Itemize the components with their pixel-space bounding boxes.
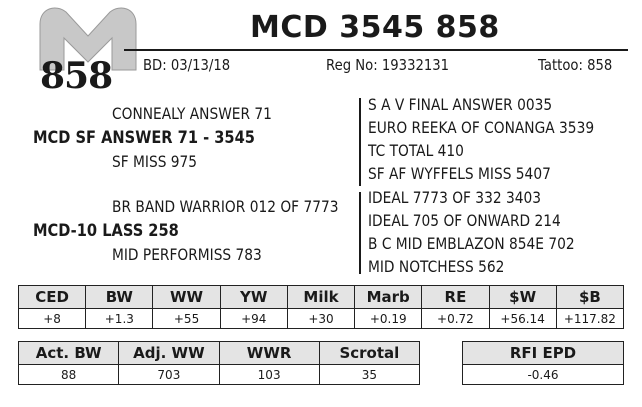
lot-number: 858 (40, 55, 113, 97)
epd-header-ww: WW (153, 286, 220, 309)
rfi-header: RFI EPD (463, 342, 624, 365)
tattoo-value: 858 (587, 56, 613, 74)
birth-date (143, 56, 230, 74)
dam-sire: BR BAND WARRIOR 012 OF 7773 (112, 197, 339, 216)
actuals-header-weaning-weight: Adj. WW (119, 342, 219, 365)
epd-marb: +0.19 (355, 309, 422, 329)
adjusted-weaning-weight: 703 (119, 365, 219, 385)
epd-header-marb: Marb (355, 286, 422, 309)
epd-bw: +1.3 (86, 309, 153, 329)
actuals-header-birth-weight: Act. BW (19, 342, 119, 365)
epd-b-index: +117.82 (556, 309, 623, 329)
weaning-weight-ratio: 103 (219, 365, 319, 385)
sire: MCD SF ANSWER 71 - 3545 (33, 128, 255, 148)
dam-bracket (359, 192, 361, 274)
dam-dam: MID PERFORMISS 783 (112, 245, 262, 264)
pedigree-line-8: MID NOTCHESS 562 (368, 257, 505, 276)
tattoo-label: Tattoo: (538, 56, 583, 74)
birth-date-value: 03/13/18 (170, 56, 231, 74)
epd-value-row (19, 309, 624, 329)
actuals-table (18, 341, 420, 385)
epd-w-index: +56.14 (489, 309, 556, 329)
dam: MCD-10 LASS 258 (33, 221, 179, 241)
epd-header-re: RE (422, 286, 489, 309)
epd-yw: +94 (220, 309, 287, 329)
epd-ced: +8 (19, 309, 86, 329)
epd-header-yw: YW (220, 286, 287, 309)
pedigree-line-2: EURO REEKA OF CONANGA 3539 (368, 118, 595, 137)
pedigree-line-6: IDEAL 705 OF ONWARD 214 (368, 211, 561, 230)
rfi-header-row (463, 342, 624, 365)
sire-sire: CONNEALY ANSWER 71 (112, 104, 272, 123)
epd-header-milk: Milk (287, 286, 354, 309)
actuals-header-wwr: WWR (219, 342, 319, 365)
pedigree-line-7: B C MID EMBLAZON 854E 702 (368, 234, 575, 253)
registration-label: Reg No: (326, 56, 378, 74)
epd-ww: +55 (153, 309, 220, 329)
registration-value: 19332131 (381, 56, 450, 74)
actuals-value-row (19, 365, 420, 385)
sire-bracket (359, 98, 361, 186)
epd-header-b-index: $B (556, 286, 623, 309)
tattoo (538, 56, 612, 74)
pedigree-line-5: IDEAL 7773 OF 332 3403 (368, 188, 541, 207)
epd-table (18, 285, 624, 329)
actual-birth-weight: 88 (19, 365, 119, 385)
epd-milk: +30 (287, 309, 354, 329)
title-divider (124, 49, 628, 51)
rfi-table (462, 341, 624, 385)
pedigree-line-3: TC TOTAL 410 (368, 141, 464, 160)
rfi-value-row (463, 365, 624, 385)
actuals-header-row (19, 342, 420, 365)
pedigree-line-1: S A V FINAL ANSWER 0035 (368, 95, 553, 114)
rfi-value: -0.46 (463, 365, 624, 385)
epd-header-ced: CED (19, 286, 86, 309)
epd-header-row (19, 286, 624, 309)
epd-header-w-index: $W (489, 286, 556, 309)
pedigree-line-4: SF AF WYFFELS MISS 5407 (368, 164, 551, 183)
epd-re: +0.72 (422, 309, 489, 329)
sire-dam: SF MISS 975 (112, 152, 198, 171)
actuals-header-scrotal: Scrotal (319, 342, 419, 365)
page-title: MCD 3545 858 (250, 10, 500, 45)
scrotal: 35 (319, 365, 419, 385)
registration-number (326, 56, 449, 74)
epd-header-bw: BW (86, 286, 153, 309)
birth-date-label: BD: (143, 56, 167, 74)
